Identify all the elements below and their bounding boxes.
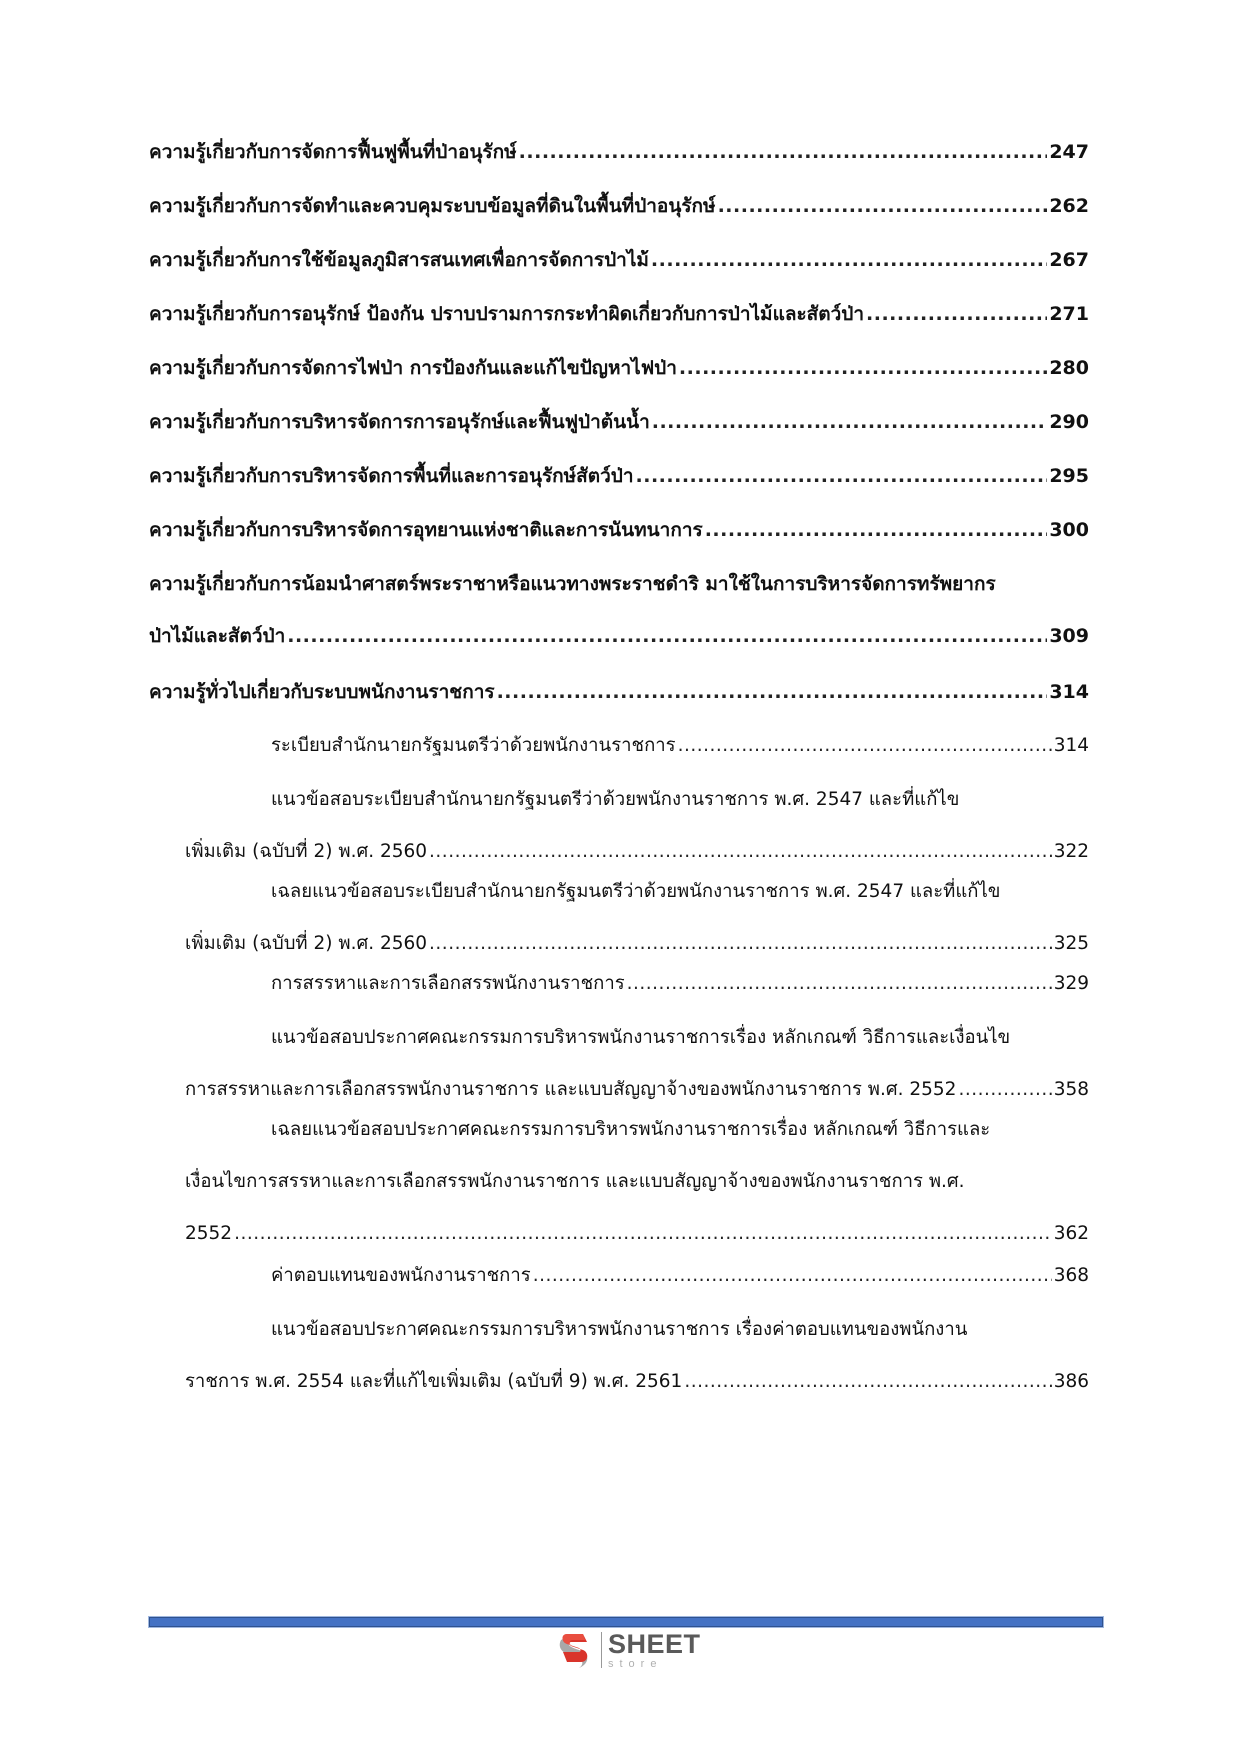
toc-page-number: 280 <box>1049 357 1089 379</box>
toc-entry-title-line3: 2552 <box>185 1223 233 1244</box>
dot-leader <box>652 396 1048 448</box>
toc-page-number: 386 <box>1053 1371 1089 1392</box>
toc-entry-title: ระเบียบสำนักนายกรัฐมนตรีว่าด้วยพนักงานราชการ <box>271 735 676 756</box>
dot-leader <box>287 610 1047 662</box>
toc-entry-title-line1: ความรู้เกี่ยวกับการน้อมนำศาสตร์พระราชาหรือแนวทางพระราชดำริ มาใช้ในการบริหารจัดการทรัพยากร <box>149 573 996 595</box>
dot-leader <box>705 504 1048 556</box>
toc-entry-title: ความรู้เกี่ยวกับการใช้ข้อมูลภูมิสารสนเทศเพื่อการจัดการป่าไม้ <box>149 249 649 271</box>
toc-entry[interactable] <box>149 396 1089 448</box>
toc-entry-title-line2: การสรรหาและการเลือกสรรพนักงานราชการ และแบบสัญญาจ้างของพนักงานราชการ พ.ศ. 2552 <box>185 1079 957 1100</box>
toc-entry-title: ค่าตอบแทนของพนักงานราชการ <box>271 1265 531 1286</box>
toc-entry[interactable] <box>149 666 1089 718</box>
toc-entry-title-line1: แนวข้อสอบประกาศคณะกรรมการบริหารพนักงานราชการเรื่อง หลักเกณฑ์ วิธีการและเงื่อนไข <box>271 1027 1011 1048</box>
toc-page-number: 290 <box>1049 411 1089 433</box>
toc-page-number: 271 <box>1049 303 1089 325</box>
sheet-store-logo <box>553 1628 701 1672</box>
toc-page-number: 295 <box>1049 465 1089 487</box>
toc-entry[interactable] <box>149 558 1089 662</box>
dot-leader <box>684 1356 1051 1408</box>
toc-entry-title: การสรรหาและการเลือกสรรพนักงานราชการ <box>271 973 625 994</box>
toc-page-number: 309 <box>1049 625 1089 647</box>
toc-entry-title-line1: แนวข้อสอบประกาศคณะกรรมการบริหารพนักงานราชการ เรื่องค่าตอบแทนของพนักงาน <box>271 1319 968 1340</box>
footer-divider-bar <box>149 1617 1103 1627</box>
dot-leader <box>497 666 1048 718</box>
toc-subentry[interactable] <box>149 1304 1089 1408</box>
toc-entry[interactable] <box>149 450 1089 502</box>
dot-leader <box>718 180 1048 232</box>
toc-page-number: 358 <box>1053 1079 1089 1100</box>
toc-entry-title: ความรู้เกี่ยวกับการบริหารจัดการอุทยานแห่งชาติและการนันทนาการ <box>149 519 703 541</box>
toc-entry-title: ความรู้เกี่ยวกับการอนุรักษ์ ป้องกัน ปราบปรามการกระทำผิดเกี่ยวกับการป่าไม้และสัตว์ป่า <box>149 303 865 325</box>
logo-word-store: store <box>608 1657 663 1670</box>
toc-entry-title: ความรู้ทั่วไปเกี่ยวกับระบบพนักงานราชการ <box>149 681 495 703</box>
toc-entry-title-line1: เฉลยแนวข้อสอบระเบียบสำนักนายกรัฐมนตรีว่าด้วยพนักงานราชการ พ.ศ. 2547 และที่แก้ไข <box>271 881 1001 902</box>
toc-entry[interactable] <box>149 504 1089 556</box>
toc-page-number: 325 <box>1053 933 1089 954</box>
dot-leader <box>519 126 1048 178</box>
dot-leader <box>679 342 1047 394</box>
toc-subentry[interactable] <box>149 958 1089 1010</box>
toc-entry-title-line1: เฉลยแนวข้อสอบประกาศคณะกรรมการบริหารพนักงานราชการเรื่อง หลักเกณฑ์ วิธีการและ <box>271 1119 991 1140</box>
toc-subentry[interactable] <box>149 1012 1089 1116</box>
toc-page-number: 368 <box>1053 1265 1089 1286</box>
toc-page-number: 262 <box>1049 195 1089 217</box>
toc-entry-title: ความรู้เกี่ยวกับการจัดทำและควบคุมระบบข้อมูลที่ดินในพื้นที่ป่าอนุรักษ์ <box>149 195 716 217</box>
toc-entry-title-line2: เงื่อนไขการสรรหาและการเลือกสรรพนักงานราชการ และแบบสัญญาจ้างของพนักงานราชการ พ.ศ. <box>185 1171 965 1192</box>
toc-page-number: 314 <box>1049 681 1089 703</box>
logo-word-sheet: SHEET <box>608 1628 701 1659</box>
toc-subentry[interactable] <box>149 1104 1089 1260</box>
toc-page-number: 329 <box>1053 973 1089 994</box>
toc-page-number: 300 <box>1049 519 1089 541</box>
toc-page-number: 362 <box>1053 1223 1089 1244</box>
toc-entry[interactable] <box>149 234 1089 286</box>
dot-leader <box>866 288 1047 340</box>
toc-entry-title: ความรู้เกี่ยวกับการบริหารจัดการการอนุรักษ์และฟื้นฟูป่าต้นน้ำ <box>149 411 650 433</box>
toc-entry[interactable] <box>149 288 1089 340</box>
toc-page-number: 267 <box>1049 249 1089 271</box>
toc-entry-title-line2: ราชการ พ.ศ. 2554 และที่แก้ไขเพิ่มเติม (ฉบับที่ 9) พ.ศ. 2561 <box>185 1371 683 1392</box>
dot-leader <box>678 720 1052 772</box>
toc-entry-title-line2: เพิ่มเติม (ฉบับที่ 2) พ.ศ. 2560 <box>185 841 428 862</box>
toc-entry-title-line1: แนวข้อสอบระเบียบสำนักนายกรัฐมนตรีว่าด้วยพนักงานราชการ พ.ศ. 2547 และที่แก้ไข <box>271 789 960 810</box>
logo-separator <box>601 1632 602 1668</box>
toc-entry-title: ความรู้เกี่ยวกับการจัดการไฟป่า การป้องกันและแก้ไขปัญหาไฟป่า <box>149 357 677 379</box>
dot-leader <box>533 1250 1052 1302</box>
dot-leader <box>636 450 1048 502</box>
toc-entry[interactable] <box>149 342 1089 394</box>
toc-page-number: 314 <box>1053 735 1089 756</box>
toc-subentry[interactable] <box>149 866 1089 970</box>
sheet-store-s-logo-icon <box>553 1628 597 1672</box>
toc-subentry[interactable] <box>149 774 1089 878</box>
dot-leader <box>651 234 1047 286</box>
toc-entry-title: ความรู้เกี่ยวกับการบริหารจัดการพื้นที่และการอนุรักษ์สัตว์ป่า <box>149 465 634 487</box>
toc-entry-title-line2: เพิ่มเติม (ฉบับที่ 2) พ.ศ. 2560 <box>185 933 428 954</box>
toc-subentry[interactable] <box>149 720 1089 772</box>
toc-entry-title-line2: ป่าไม้และสัตว์ป่า <box>149 625 286 647</box>
toc-subentry[interactable] <box>149 1250 1089 1302</box>
toc-page-number: 322 <box>1053 841 1089 862</box>
toc-entry[interactable] <box>149 180 1089 232</box>
toc-page-number: 247 <box>1049 141 1089 163</box>
dot-leader <box>627 958 1052 1010</box>
toc-entry[interactable] <box>149 126 1089 178</box>
toc-entry-title: ความรู้เกี่ยวกับการจัดการฟื้นฟูพื้นที่ป่าอนุรักษ์ <box>149 141 517 163</box>
